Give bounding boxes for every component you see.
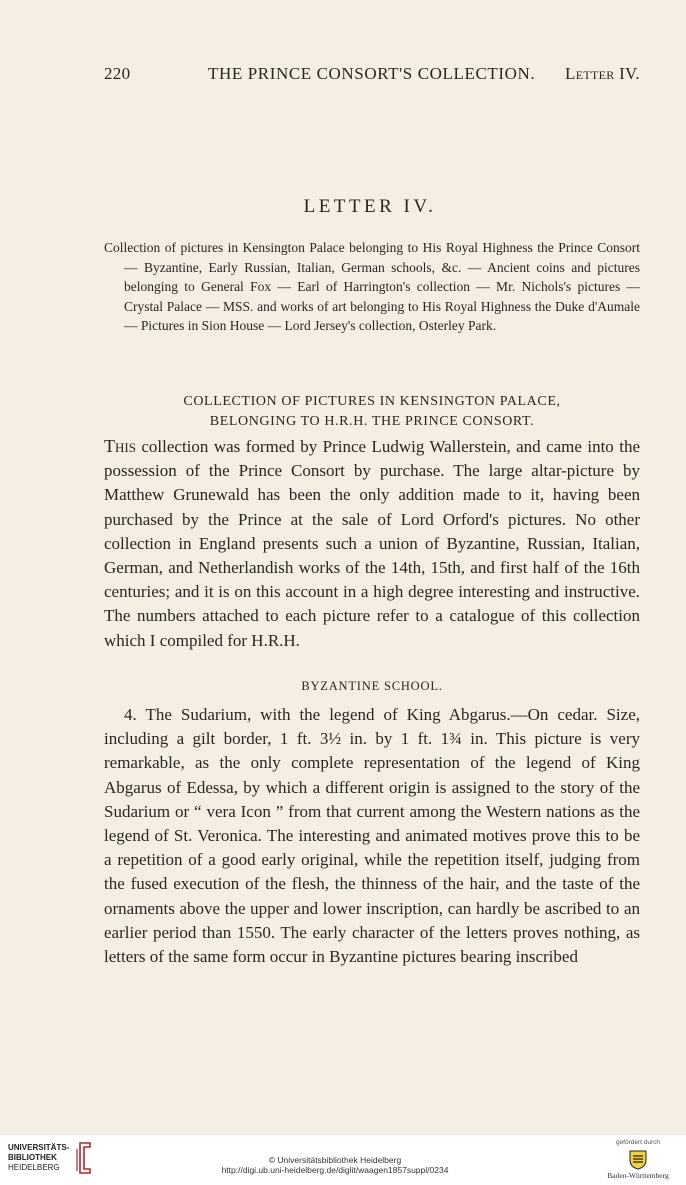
running-title: THE PRINCE CONSORT'S COLLECTION. xyxy=(208,64,536,83)
funder-logo[interactable] xyxy=(598,1139,678,1180)
chapter-summary-text: Collection of pictures in Kensington Palace belonging to His Royal Highness the Prince Consort — Byzantine, Early Russian, Italian, German schools, &c. — Ancient coins and pictures belonging to General Fox — Earl of Harrington's collection — Mr. Nichols's pictures — Crystal Palace — MSS. and works of art belonging to His Royal Highness the Duke d'Aumale — Pictures in Sion House — Lord Jersey's collection, Osterley Park. xyxy=(104,240,640,334)
letter-title: LETTER IV. xyxy=(303,196,437,217)
coat-of-arms-icon xyxy=(627,1148,649,1170)
subsection-title: BYZANTINE SCHOOL. xyxy=(301,679,443,693)
running-letter: Letter IV. xyxy=(565,64,640,83)
funded-by-label: gefördert durch xyxy=(615,1139,661,1146)
library-logo-line1: UNIVERSITÄTS- xyxy=(8,1143,70,1152)
copyright-text: © Universitätsbibliothek Heidelberg xyxy=(268,1155,402,1165)
paragraph-intro xyxy=(104,434,640,653)
paragraph-lead-word: This xyxy=(104,436,136,456)
footer-credits xyxy=(160,1155,510,1175)
library-logo-line3: HEIDELBERG xyxy=(8,1163,60,1172)
page-number: 220 xyxy=(104,64,131,83)
section-title-line2: BELONGING TO H.R.H. THE PRINCE CONSORT. xyxy=(209,414,535,429)
library-mark-icon xyxy=(74,1141,94,1175)
paragraph-sudarium: 4. The Sudarium, with the legend of King Abgarus.—On cedar. Size, including a gilt border, 1 ft. 3½ in. by 1 ft. 1¾ in. This picture is very remarkable, as the only complete representation of the legend of King Abgarus of Edessa, by which a different origin is assigned to the story of the Sudarium or “ vera Icon ” from that current among the Western nations as the legend of St. Veronica. The interesting and animated motives prove this to be a repetition of a good early original, while the repetition itself, judging from the fused execution of the flesh, the thinness of the hair, and the taste of the ornaments above the upper and lower inscription, can hardly be ascribed to an earlier period than 1550. The early character of the letters proves nothing, as letters of the same form occur in Byzantine pictures bearing inscribed xyxy=(104,705,640,967)
section-title xyxy=(104,392,640,432)
chapter-summary xyxy=(104,238,640,336)
permalink-url[interactable]: http://digi.ub.uni-heidelberg.de/diglit/waagen1857suppl/0234 xyxy=(221,1165,449,1175)
section-title-line1: COLLECTION OF PICTURES IN KENSINGTON PALACE, xyxy=(183,394,561,409)
paragraph-intro-text: collection was formed by Prince Ludwig Wallerstein, and came into the possession of the Prince Consort by purchase. The large altar-picture by Matthew Grunewald has been the only addition made to it, having been purchased by the Prince at the sale of Lord Orford's pictures. No other collection in England presents such a union of Byzantine, Russian, Italian, German, and Netherlandish works of the 14th, 15th, and first half of the 16th centuries; and it is on this account in a high degree interesting and instructive. The numbers attached to each picture refer to a catalogue of this collection which I compiled for H.R.H. xyxy=(104,437,640,650)
digitization-footer xyxy=(0,1134,686,1185)
funder-name: Baden-Württemberg xyxy=(607,1171,669,1180)
library-logo-line2: BIBLIOTHEK xyxy=(8,1153,57,1162)
